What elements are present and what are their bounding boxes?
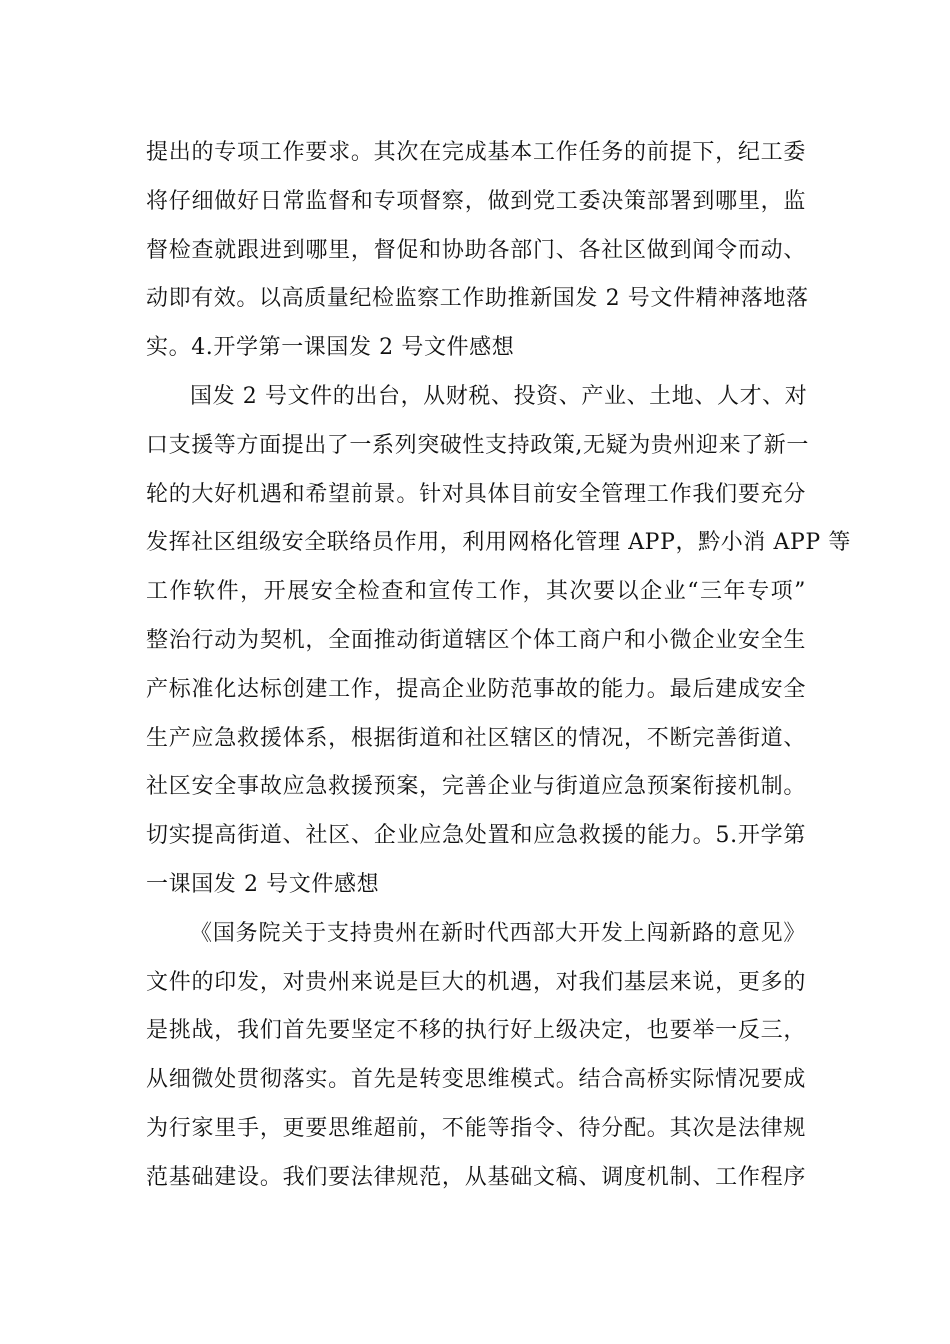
text-line: 动即有效。以高质量纪检监察工作助推新国发 2 号文件精神落地落: [146, 286, 809, 312]
paragraph-first-line: 国发 2 号文件的出台，从财税、投资、产业、土地、人才、对: [190, 383, 808, 409]
text-line: 督检查就跟进到哪里，督促和协助各部门、各社区做到闻令而动、: [146, 237, 806, 263]
text-line: 轮的大好机遇和希望前景。针对具体目前安全管理工作我们要充分: [146, 481, 806, 507]
text-line: 整治行动为契机，全面推动街道辖区个体工商户和小微企业安全生: [146, 627, 806, 653]
text-line: 产标准化达标创建工作，提高企业防范事故的能力。最后建成安全: [146, 676, 806, 702]
text-line: 范基础建设。我们要法律规范，从基础文稿、调度机制、工作程序: [146, 1164, 806, 1190]
text-line: 文件的印发，对贵州来说是巨大的机遇，对我们基层来说，更多的: [146, 969, 806, 995]
text-line: 为行家里手，更要思维超前，不能等指令、待分配。其次是法律规: [146, 1115, 806, 1141]
text-line: 口支援等方面提出了一系列突破性支持政策,无疑为贵州迎来了新一: [146, 432, 809, 458]
document-body: [146, 134, 851, 1208]
paragraph-first-line: 《国务院关于支持贵州在新时代西部大开发上闯新路的意见》: [190, 920, 806, 946]
text-line: 是挑战，我们首先要坚定不移的执行好上级决定，也要举一反三，: [146, 1018, 806, 1044]
text-line: 从细微处贯彻落实。首先是转变思维模式。结合高桥实际情况要成: [146, 1067, 806, 1093]
text-line: 发挥社区组级安全联络员作用，利用网格化管理 APP，黔小消 APP 等: [146, 530, 851, 556]
text-line: 工作软件，开展安全检查和宣传工作，其次要以企业“三年专项”: [146, 579, 806, 605]
text-line: 切实提高街道、社区、企业应急处置和应急救援的能力。5.开学第: [146, 823, 806, 849]
text-line: 实。4.开学第一课国发 2 号文件感想: [146, 335, 515, 361]
text-line: 提出的专项工作要求。其次在完成基本工作任务的前提下，纪工委: [146, 140, 806, 165]
text-line: 一课国发 2 号文件感想: [146, 871, 380, 897]
text-line: 社区安全事故应急救援预案，完善企业与街道应急预案衔接机制。: [146, 774, 806, 800]
text-line: 生产应急救援体系，根据街道和社区辖区的情况，不断完善街道、: [146, 725, 806, 751]
text-line: 将仔细做好日常监督和专项督察，做到党工委决策部署到哪里，监: [146, 188, 806, 214]
